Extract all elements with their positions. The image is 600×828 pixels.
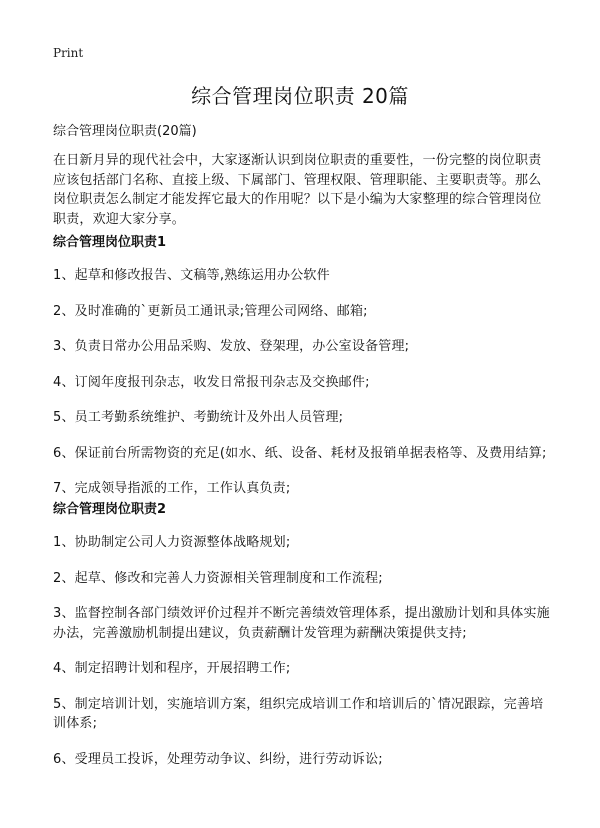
list-item: 6、受理员工投诉，处理劳动争议、纠纷，进行劳动诉讼; [53, 751, 383, 767]
list-item: 2、及时准确的`更新员工通讯录;管理公司网络、邮箱; [53, 303, 368, 319]
section-1 [53, 233, 551, 499]
section-heading: 综合管理岗位职责2 [53, 502, 167, 517]
section-2 [53, 500, 551, 769]
list-item: 3、负责日常办公用品采购、发放、登架理，办公室设备管理; [53, 339, 410, 354]
list-item: 1、协助制定公司人力资源整体战略规划; [53, 535, 291, 550]
list-item: 2、起草、修改和完善人力资源相关管理制度和工作流程; [53, 570, 383, 586]
document-subtitle: 综合管理岗位职责(20篇) [53, 124, 197, 139]
duty-list [53, 266, 551, 499]
list-item: 3、监督控制各部门绩效评价过程并不断完善绩效管理体系，提出激励计划和具体实施办法，完善激励机制提出建议，负责薪酬计发管理为薪酬决策提供支持; [53, 606, 550, 641]
list-item: 1、起草和修改报告、文稿等,熟练运用办公软件 [53, 268, 330, 283]
duty-list [53, 533, 551, 769]
page-title: 综合管理岗位职责 20篇 [191, 84, 409, 108]
intro-paragraph: 在日新月异的现代社会中，大家逐渐认识到岗位职责的重要性，一份完整的岗位职责应该包括部门名称、直接上级、下属部门、管理权限、管理职能、主要职责等。那么岗位职责怎么制定才能发挥它最大的作用呢？以下是小编为大家整理的综合管理岗位职责，欢迎大家分享。 [53, 153, 542, 227]
list-item: 7、完成领导指派的工作，工作认真负责; [53, 481, 291, 496]
list-item: 4、订阅年度报刊杂志，收发日常报刊杂志及交换邮件; [53, 374, 370, 390]
section-heading: 综合管理岗位职责1 [53, 235, 167, 250]
list-item: 5、员工考勤系统维护、考勤统计及外出人员管理; [53, 410, 344, 425]
list-item: 6、保证前台所需物资的充足(如水、纸、设备、耗材及报销单据表格等、及费用结算; [53, 445, 547, 461]
list-item: 4、制定招聘计划和程序，开展招聘工作; [53, 661, 291, 676]
print-link[interactable]: Print [53, 46, 84, 60]
list-item: 5、制定培训计划，实施培训方案，组织完成培训工作和培训后的`情况跟踪，完善培训体系; [53, 696, 544, 731]
